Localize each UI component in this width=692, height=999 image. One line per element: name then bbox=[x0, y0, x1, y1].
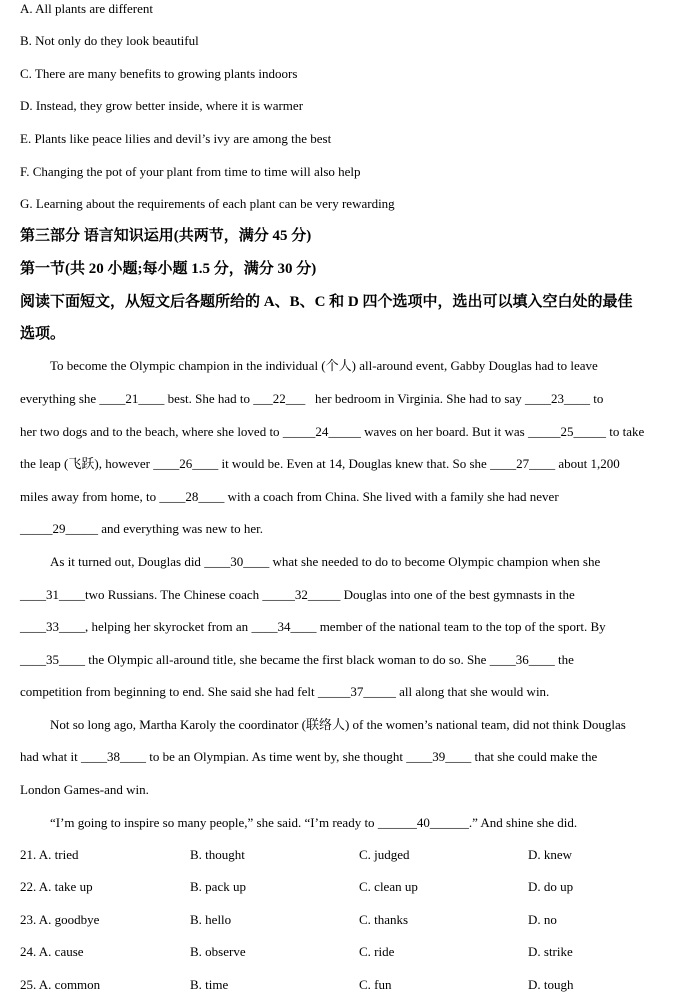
blank-field: ______40______ bbox=[377, 815, 469, 830]
question-option-c: C. thanks bbox=[359, 912, 409, 927]
blank-field: ____38____ bbox=[81, 749, 147, 764]
question-option-b: B. observe bbox=[190, 944, 246, 959]
option-sentence-g: G. Learning about the requirements of each plant can be very rewarding bbox=[20, 196, 395, 211]
question-option-b: B. hello bbox=[190, 912, 232, 927]
passage-text: and everything was new to her. bbox=[98, 521, 263, 536]
passage-text: best. She had to bbox=[164, 391, 254, 406]
section-title: 第三部分 语言知识运用(共两节，满分 45 分) bbox=[20, 228, 312, 244]
passage-line bbox=[20, 652, 574, 668]
passage-text: “I’m going to inspire so many people,” she said. “I’m ready to bbox=[50, 815, 378, 830]
passage-text: Not so long ago, Martha Karoly the coordinator (联络人) of the women’s national team, did not think Douglas bbox=[50, 717, 626, 732]
blank-field: ____27____ bbox=[490, 456, 556, 471]
question-option-c: C. ride bbox=[359, 944, 395, 959]
question-option-c: C. clean up bbox=[359, 879, 418, 894]
passage-text: all along that she would win. bbox=[395, 684, 550, 699]
passage-text: her two dogs and to the beach, where she loved to bbox=[20, 424, 283, 439]
option-sentence-a: A. All plants are different bbox=[20, 1, 153, 16]
passage-line bbox=[20, 587, 575, 603]
blank-field: ___22___ bbox=[253, 391, 306, 406]
instruction-line-2: 选项。 bbox=[20, 326, 66, 342]
passage-text: with a coach from China. She lived with a family she had never bbox=[224, 489, 559, 504]
passage-text: it would be. Even at 14, Douglas knew that. So she bbox=[218, 456, 491, 471]
passage-text: about 1,200 bbox=[555, 456, 620, 471]
question-option-a: 25. A. common bbox=[20, 977, 101, 992]
question-option-c: C. fun bbox=[359, 977, 392, 992]
question-option-a: 24. A. cause bbox=[20, 944, 84, 959]
blank-field: _____29_____ bbox=[20, 521, 98, 536]
blank-field: ____23____ bbox=[524, 391, 590, 406]
passage-line bbox=[20, 684, 549, 700]
blank-field: ____39____ bbox=[406, 749, 472, 764]
passage-text: that she could make the bbox=[471, 749, 598, 764]
passage-text: competition from beginning to end. She said she had felt bbox=[20, 684, 318, 699]
passage-text: to take bbox=[605, 424, 645, 439]
passage-text: what she needed to do to become Olympic champion when she bbox=[269, 554, 601, 569]
blank-field: ____26____ bbox=[153, 456, 219, 471]
question-option-b: B. time bbox=[190, 977, 229, 992]
passage-text: had what it bbox=[20, 749, 82, 764]
option-sentence-c: C. There are many benefits to growing plants indoors bbox=[20, 66, 298, 81]
blank-field: ____36____ bbox=[489, 652, 555, 667]
passage-line bbox=[50, 358, 598, 374]
instruction-line-1: 阅读下面短文，从短文后各题所给的 A、B、C 和 D 四个选项中，选出可以填入空白处的最佳 bbox=[20, 294, 633, 310]
blank-field: _____24_____ bbox=[282, 424, 361, 439]
passage-line bbox=[20, 782, 149, 798]
passage-text: miles away from home, to bbox=[20, 489, 160, 504]
passage-line bbox=[20, 749, 597, 765]
question-option-b: B. thought bbox=[190, 847, 245, 862]
blank-field: _____32_____ bbox=[262, 587, 341, 602]
blank-field: ____33____ bbox=[20, 619, 85, 634]
subsection-title: 第一节(共 20 小题;每小题 1.5 分，满分 30 分) bbox=[20, 261, 317, 277]
passage-line bbox=[20, 424, 644, 440]
option-sentence-e: E. Plants like peace lilies and devil’s ivy are among the best bbox=[20, 131, 332, 146]
passage-text: London Games-and win. bbox=[20, 782, 149, 797]
question-option-d: D. strike bbox=[528, 944, 573, 959]
question-option-a: 21. A. tried bbox=[20, 847, 79, 862]
question-option-a: 23. A. goodbye bbox=[20, 912, 100, 927]
blank-field: ____30____ bbox=[204, 554, 270, 569]
passage-text: the leap (飞跃), however bbox=[20, 456, 154, 471]
passage-text: the Olympic all-around title, she became the first black woman to do so. She bbox=[85, 652, 490, 667]
passage-text: , helping her skyrocket from an bbox=[85, 619, 252, 634]
passage-text: to bbox=[589, 391, 604, 406]
passage-text: Douglas into one of the best gymnasts in the bbox=[340, 587, 575, 602]
passage-text: to be an Olympian. As time went by, she thought bbox=[146, 749, 407, 764]
passage-line bbox=[50, 815, 577, 831]
blank-field: ____31____ bbox=[20, 587, 85, 602]
passage-text: her bedroom in Virginia. She had to say bbox=[305, 391, 525, 406]
blank-field: ____28____ bbox=[159, 489, 225, 504]
passage-line bbox=[20, 521, 263, 537]
passage-line bbox=[20, 489, 559, 505]
blank-field: _____37_____ bbox=[317, 684, 396, 699]
passage-text: .” And shine she did. bbox=[468, 815, 578, 830]
option-sentence-b: B. Not only do they look beautiful bbox=[20, 33, 199, 48]
question-option-b: B. pack up bbox=[190, 879, 246, 894]
passage-text: As it turned out, Douglas did bbox=[50, 554, 205, 569]
question-option-d: D. no bbox=[528, 912, 557, 927]
passage-text: two Russians. The Chinese coach bbox=[85, 587, 263, 602]
passage-line bbox=[20, 619, 606, 635]
blank-field: _____25_____ bbox=[527, 424, 606, 439]
option-sentence-d: D. Instead, they grow better inside, where it is warmer bbox=[20, 98, 304, 113]
passage-line bbox=[20, 391, 603, 407]
question-option-d: D. tough bbox=[528, 977, 574, 992]
option-sentence-f: F. Changing the pot of your plant from time to time will also help bbox=[20, 164, 361, 179]
passage-line bbox=[20, 456, 620, 472]
passage-line bbox=[50, 554, 600, 570]
passage-text: everything she bbox=[20, 391, 100, 406]
question-option-a: 22. A. take up bbox=[20, 879, 93, 894]
question-option-c: C. judged bbox=[359, 847, 410, 862]
question-option-d: D. knew bbox=[528, 847, 573, 862]
blank-field: ____34____ bbox=[251, 619, 317, 634]
blank-field: ____21____ bbox=[99, 391, 165, 406]
passage-text: the bbox=[554, 652, 574, 667]
passage-text: member of the national team to the top of the sport. By bbox=[316, 619, 606, 634]
passage-text: To become the Olympic champion in the individual (个人) all-around event, Gabby Douglas had to leave bbox=[50, 358, 598, 373]
passage-text: waves on her board. But it was bbox=[360, 424, 528, 439]
passage-line bbox=[50, 717, 626, 733]
blank-field: ____35____ bbox=[20, 652, 85, 667]
question-option-d: D. do up bbox=[528, 879, 574, 894]
